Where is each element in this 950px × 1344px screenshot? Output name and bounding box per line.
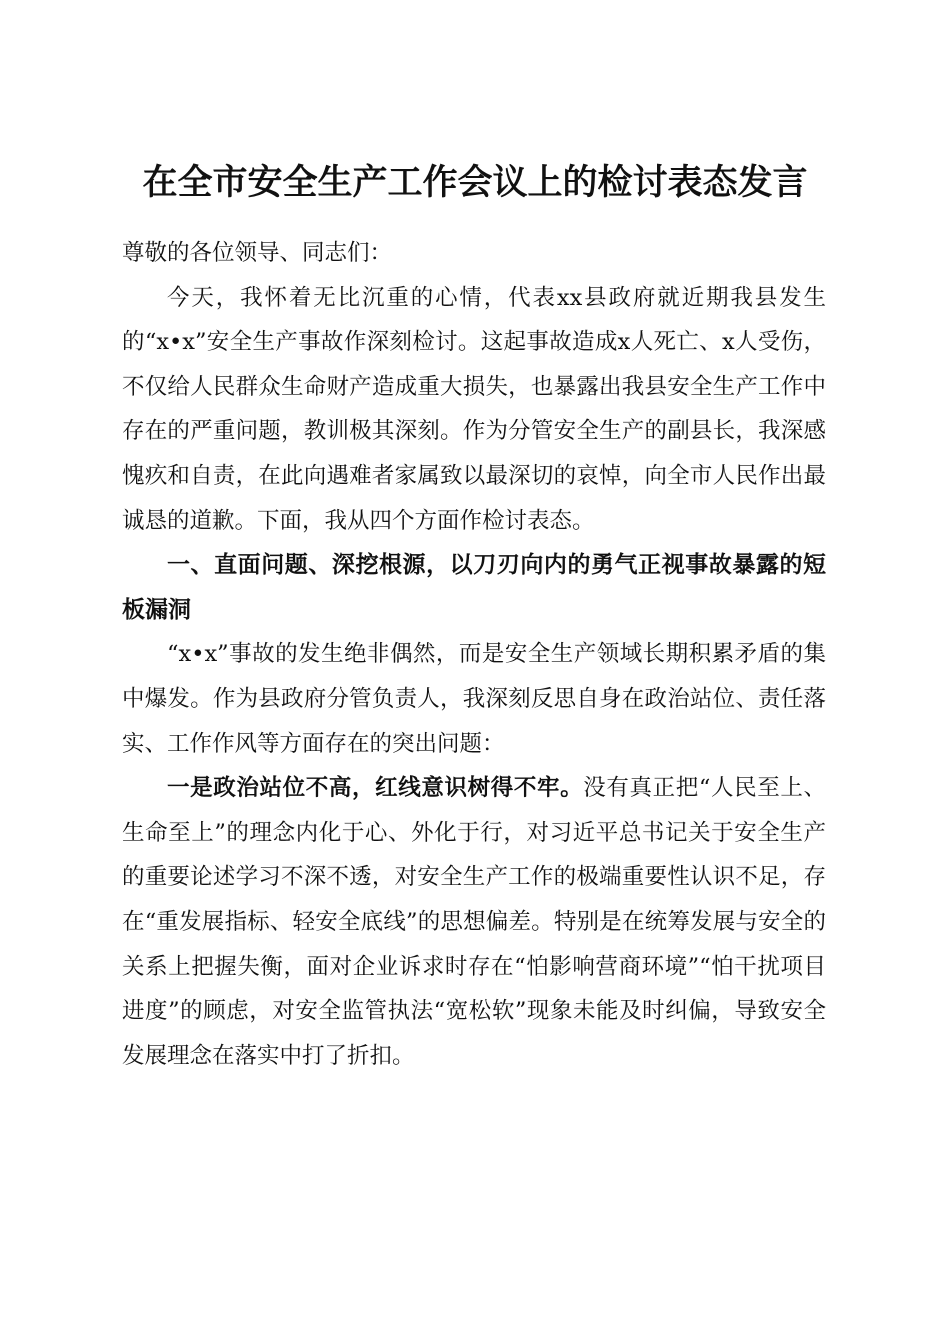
- point-1-lead: 一是政治站位不高，红线意识树得不牢。: [167, 775, 584, 802]
- section-1-heading: 一、直面问题、深挖根源，以刀刃向内的勇气正视事故暴露的短板漏洞: [122, 552, 826, 623]
- point-1-body: 没有真正把“人民至上、生命至上”的理念内化于心、外化于行，对习近平总书记关于安全生产的重要论述学习不深不透，对安全生产工作的极端重要性认识不足，存在“重发展指标、轻安全底线”的思想偏差。特别是在统筹发展与安全的关系上把握失衡，面对企业诉求时存在“怕影响营商环境”“怕干扰项目进度”的顾虑，对安全监管执法“宽松软”现象未能及时纠偏，导致安全发展理念在落实中打了折扣。: [122, 775, 826, 1069]
- intro-paragraph: 今天，我怀着无比沉重的心情，代表xx县政府就近期我县发生的“x•x”安全生产事故作深刻检讨。这起事故造成x人死亡、x人受伤，不仅给人民群众生命财产造成重大损失，也暴露出我县安全生产工作中存在的严重问题，教训极其深刻。作为分管安全生产的副县长，我深感愧疚和自责，在此向遇难者家属致以最深切的哀悼，向全市人民作出最诚恳的道歉。下面，我从四个方面作检讨表态。: [122, 284, 826, 534]
- salutation: 尊敬的各位领导、同志们：: [122, 240, 393, 266]
- document-body: [122, 231, 826, 1078]
- point-1-paragraph: [122, 766, 826, 1078]
- section-1-paragraph: “x•x”事故的发生绝非偶然，而是安全生产领域长期积累矛盾的集中爆发。作为县政府分管负责人，我深刻反思自身在政治站位、责任落实、工作作风等方面存在的突出问题：: [122, 641, 826, 757]
- document-title: 在全市安全生产工作会议上的检讨表态发言: [142, 162, 808, 204]
